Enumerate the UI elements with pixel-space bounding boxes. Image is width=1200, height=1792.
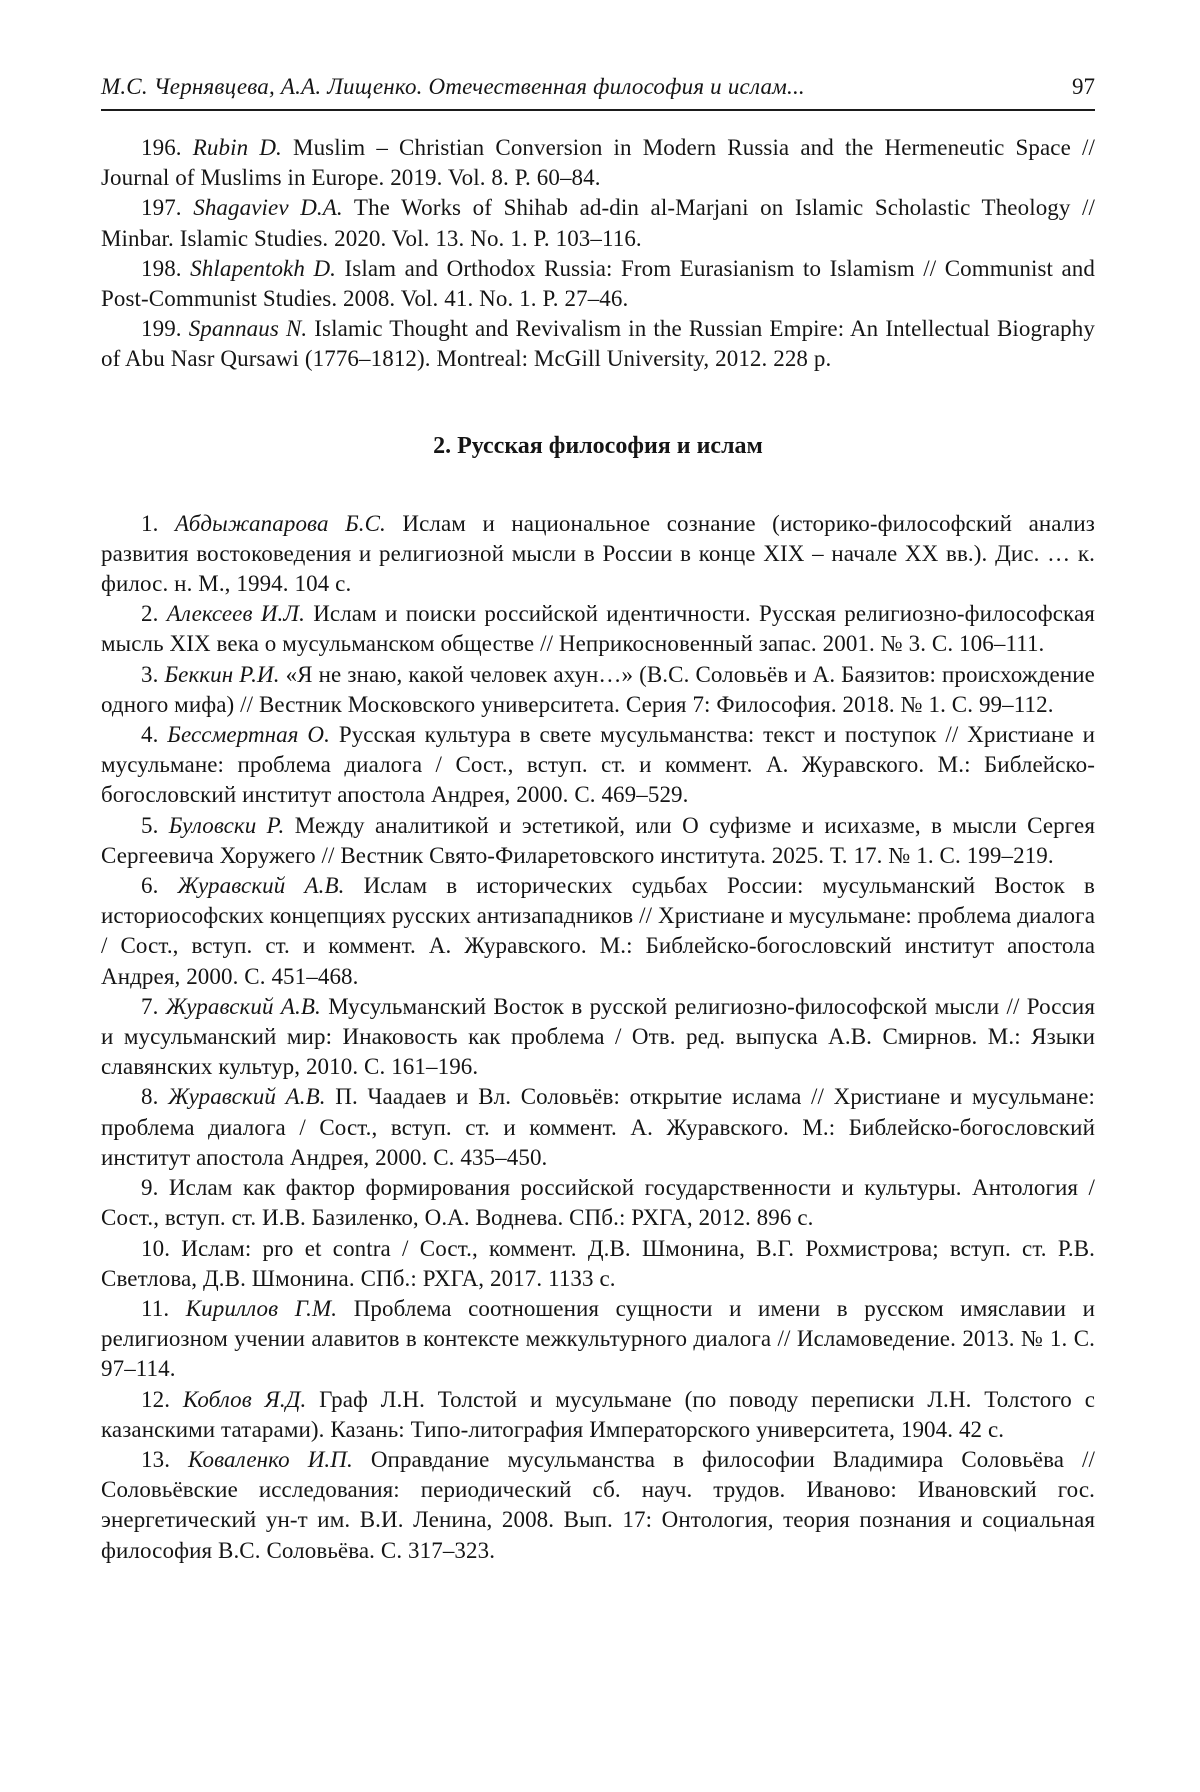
entry-author: Журавский А.В. [165, 993, 321, 1019]
bibliography-entry: 199. Spannaus N. Islamic Thought and Revivalism in the Russian Empire: An Intellectual Biography of Abu Nasr Qursawi (1776–1812). Montreal: McGill University, 2012. 228 p. [101, 316, 1095, 372]
entry-author: Абдыжапарова Б.С. [174, 510, 386, 536]
bibliography-entry: 8. Журавский А.В. П. Чаадаев и Вл. Соловьёв: открытие ислама // Христиане и мусульмане: проблема диалога / Сост., вступ. ст. и коммент. А. Журавского. М.: Библейско-богословский институт апостола Андрея, 2000. С. 435–450. [101, 1084, 1095, 1170]
entry-number: 3. [141, 661, 165, 687]
running-head [101, 74, 1095, 111]
bibliography-entry: 7. Журавский А.В. Мусульманский Восток в русской религиозно-философской мысли // Россия и мусульманский мир: Инаковость как проблема / Отв. ред. выпуска А.В. Смирнов. М.: Языки славянских культур, 2010. С. 161–196. [101, 993, 1095, 1080]
bibliography-entry: 1. Абдыжапарова Б.С. Ислам и национальное сознание (историко-философский анализ развития востоковедения и религиозной мысли в России в конце XIX – начале XX вв.). Дис. … к. филос. н. М., 1994. 104 с. [101, 510, 1095, 597]
bibliography-entry: 10. Ислам: pro et contra / Сост., коммент. Д.В. Шмонина, В.Г. Рохмистрова; вступ. ст. Р.В. Светлова, Д.В. Шмонина. СПб.: РХГА, 2017. 1133 с. [101, 1235, 1095, 1291]
entry-number: 7. [141, 993, 166, 1019]
bibliography-entry: 2. Алексеев И.Л. Ислам и поиски российской идентичности. Русская религиозно-философская мысль XIX века о мусульманском обществе // Неприкосновенный запас. 2001. № 3. С. 106–111. [101, 601, 1095, 657]
bibliography-en-list [101, 133, 1095, 375]
page-number: 97 [1072, 74, 1095, 99]
entry-author: Spannaus N. [188, 316, 308, 342]
entry-number: 10. [141, 1235, 182, 1261]
entry-author: Буловски Р. [168, 812, 285, 838]
entry-author: Коваленко И.П. [188, 1446, 353, 1472]
bibliography-entry: 196. Rubin D. Muslim – Christian Conversion in Modern Russia and the Hermeneutic Space // Journal of Muslims in Europe. 2019. Vol. 8. P. 60–84. [101, 135, 1096, 191]
entry-author: Кириллов Г.М. [185, 1295, 338, 1321]
bibliography-entry: 6. Журавский А.В. Ислам в исторических судьбах России: мусульманский Восток в историософских концепциях русских антизападников // Христиане и мусульмане: проблема диалога / Сост., вступ. ст. и коммент. А. Журавского. М.: Библейско-богословский институт апостола Андрея, 2000. С. 451–468. [101, 873, 1095, 989]
entry-number: 1. [141, 510, 175, 536]
entry-author: Shlapentokh D. [190, 255, 337, 281]
bibliography-ru-list [101, 509, 1095, 1566]
page-content [101, 74, 1095, 1566]
bibliography-entry: 3. Беккин Р.И. «Я не знаю, какой человек ахун…» (В.С. Соловьёв и А. Баязитов: происхождение одного мифа) // Вестник Московского университета. Серия 7: Философия. 2018. № 1. С. 99–112. [101, 661, 1095, 717]
entry-number: 5. [141, 812, 169, 838]
entry-number: 12. [141, 1386, 183, 1412]
entry-number: 199. [141, 316, 189, 342]
running-title: М.С. Чернявцева, А.А. Лищенко. Отечественная философия и ислам... [101, 74, 805, 99]
entry-number: 8. [141, 1084, 169, 1110]
entry-number: 11. [141, 1295, 186, 1321]
entry-author: Алексеев И.Л. [166, 601, 305, 627]
bibliography-entry: 12. Коблов Я.Д. Граф Л.Н. Толстой и мусульмане (по поводу переписки Л.Н. Толстого с казанскими татарами). Казань: Типо-литография Императорского университета, 1904. 42 с. [101, 1386, 1096, 1442]
entry-author: Беккин Р.И. [164, 661, 280, 687]
entry-author: Журавский А.В. [177, 873, 345, 899]
entry-author: Журавский А.В. [168, 1084, 326, 1110]
bibliography-entry: 9. Ислам как фактор формирования российской государственности и культуры. Антология / Сост., вступ. ст. И.В. Базиленко, О.А. Воднева. СПб.: РХГА, 2012. 896 с. [101, 1175, 1095, 1231]
entry-author: Rubin D. [192, 135, 282, 160]
section-heading: 2. Русская философия и ислам [433, 432, 763, 459]
entry-author: Бессмертная О. [167, 722, 330, 748]
bibliography-entry: 5. Буловски Р. Между аналитикой и эстетикой, или О суфизме и исихазме, в мысли Сергея Сергеевича Хоружего // Вестник Свято-Филаретовского института. 2025. Т. 17. № 1. С. 199–219. [101, 812, 1095, 868]
bibliography-entry: 4. Бессмертная О. Русская культура в свете мусульманства: текст и поступок // Христиане и мусульмане: проблема диалога / Сост., вступ. ст. и коммент. А. Журавского. М.: Библейско-богословский институт апостола Андрея, 2000. С. 469–529. [101, 722, 1095, 808]
bibliography-entry: 198. Shlapentokh D. Islam and Orthodox Russia: From Eurasianism to Islamism // Communist and Post-Communist Studies. 2008. Vol. 41. No. 1. P. 27–46. [101, 255, 1095, 312]
bibliography-entry: 11. Кириллов Г.М. Проблема соотношения сущности и имени в русском имяславии и религиозном учении алавитов в контексте межкультурного диалога // Исламоведение. 2013. № 1. С. 97–114. [101, 1295, 1095, 1382]
entry-number: 13. [141, 1446, 189, 1472]
entry-number: 198. [141, 255, 191, 281]
entry-number: 2. [141, 601, 167, 627]
entry-number: 6. [141, 873, 178, 899]
entry-author: Shagaviev D.A. [193, 195, 343, 221]
bibliography-entry: 197. Shagaviev D.A. The Works of Shihab ad-din al-Marjani on Islamic Scholastic Theology // Minbar. Islamic Studies. 2020. Vol. 13. No. 1. P. 103–116. [101, 195, 1096, 251]
entry-number: 197. [141, 195, 194, 221]
entry-number: 9. [141, 1175, 169, 1201]
entry-number: 4. [141, 722, 168, 748]
entry-author: Коблов Я.Д. [182, 1386, 307, 1412]
entry-number: 196. [141, 135, 193, 160]
bibliography-entry: 13. Коваленко И.П. Оправдание мусульманства в философии Владимира Соловьёва // Соловьёвские исследования: периодический сб. науч. трудов. Иваново: Ивановский гос. энергетический ун-т им. В.И. Ленина, 2008. Вып. 17: Онтология, теория познания и социальная философия В.С. Соловьёва. С. 317–323. [101, 1446, 1096, 1563]
